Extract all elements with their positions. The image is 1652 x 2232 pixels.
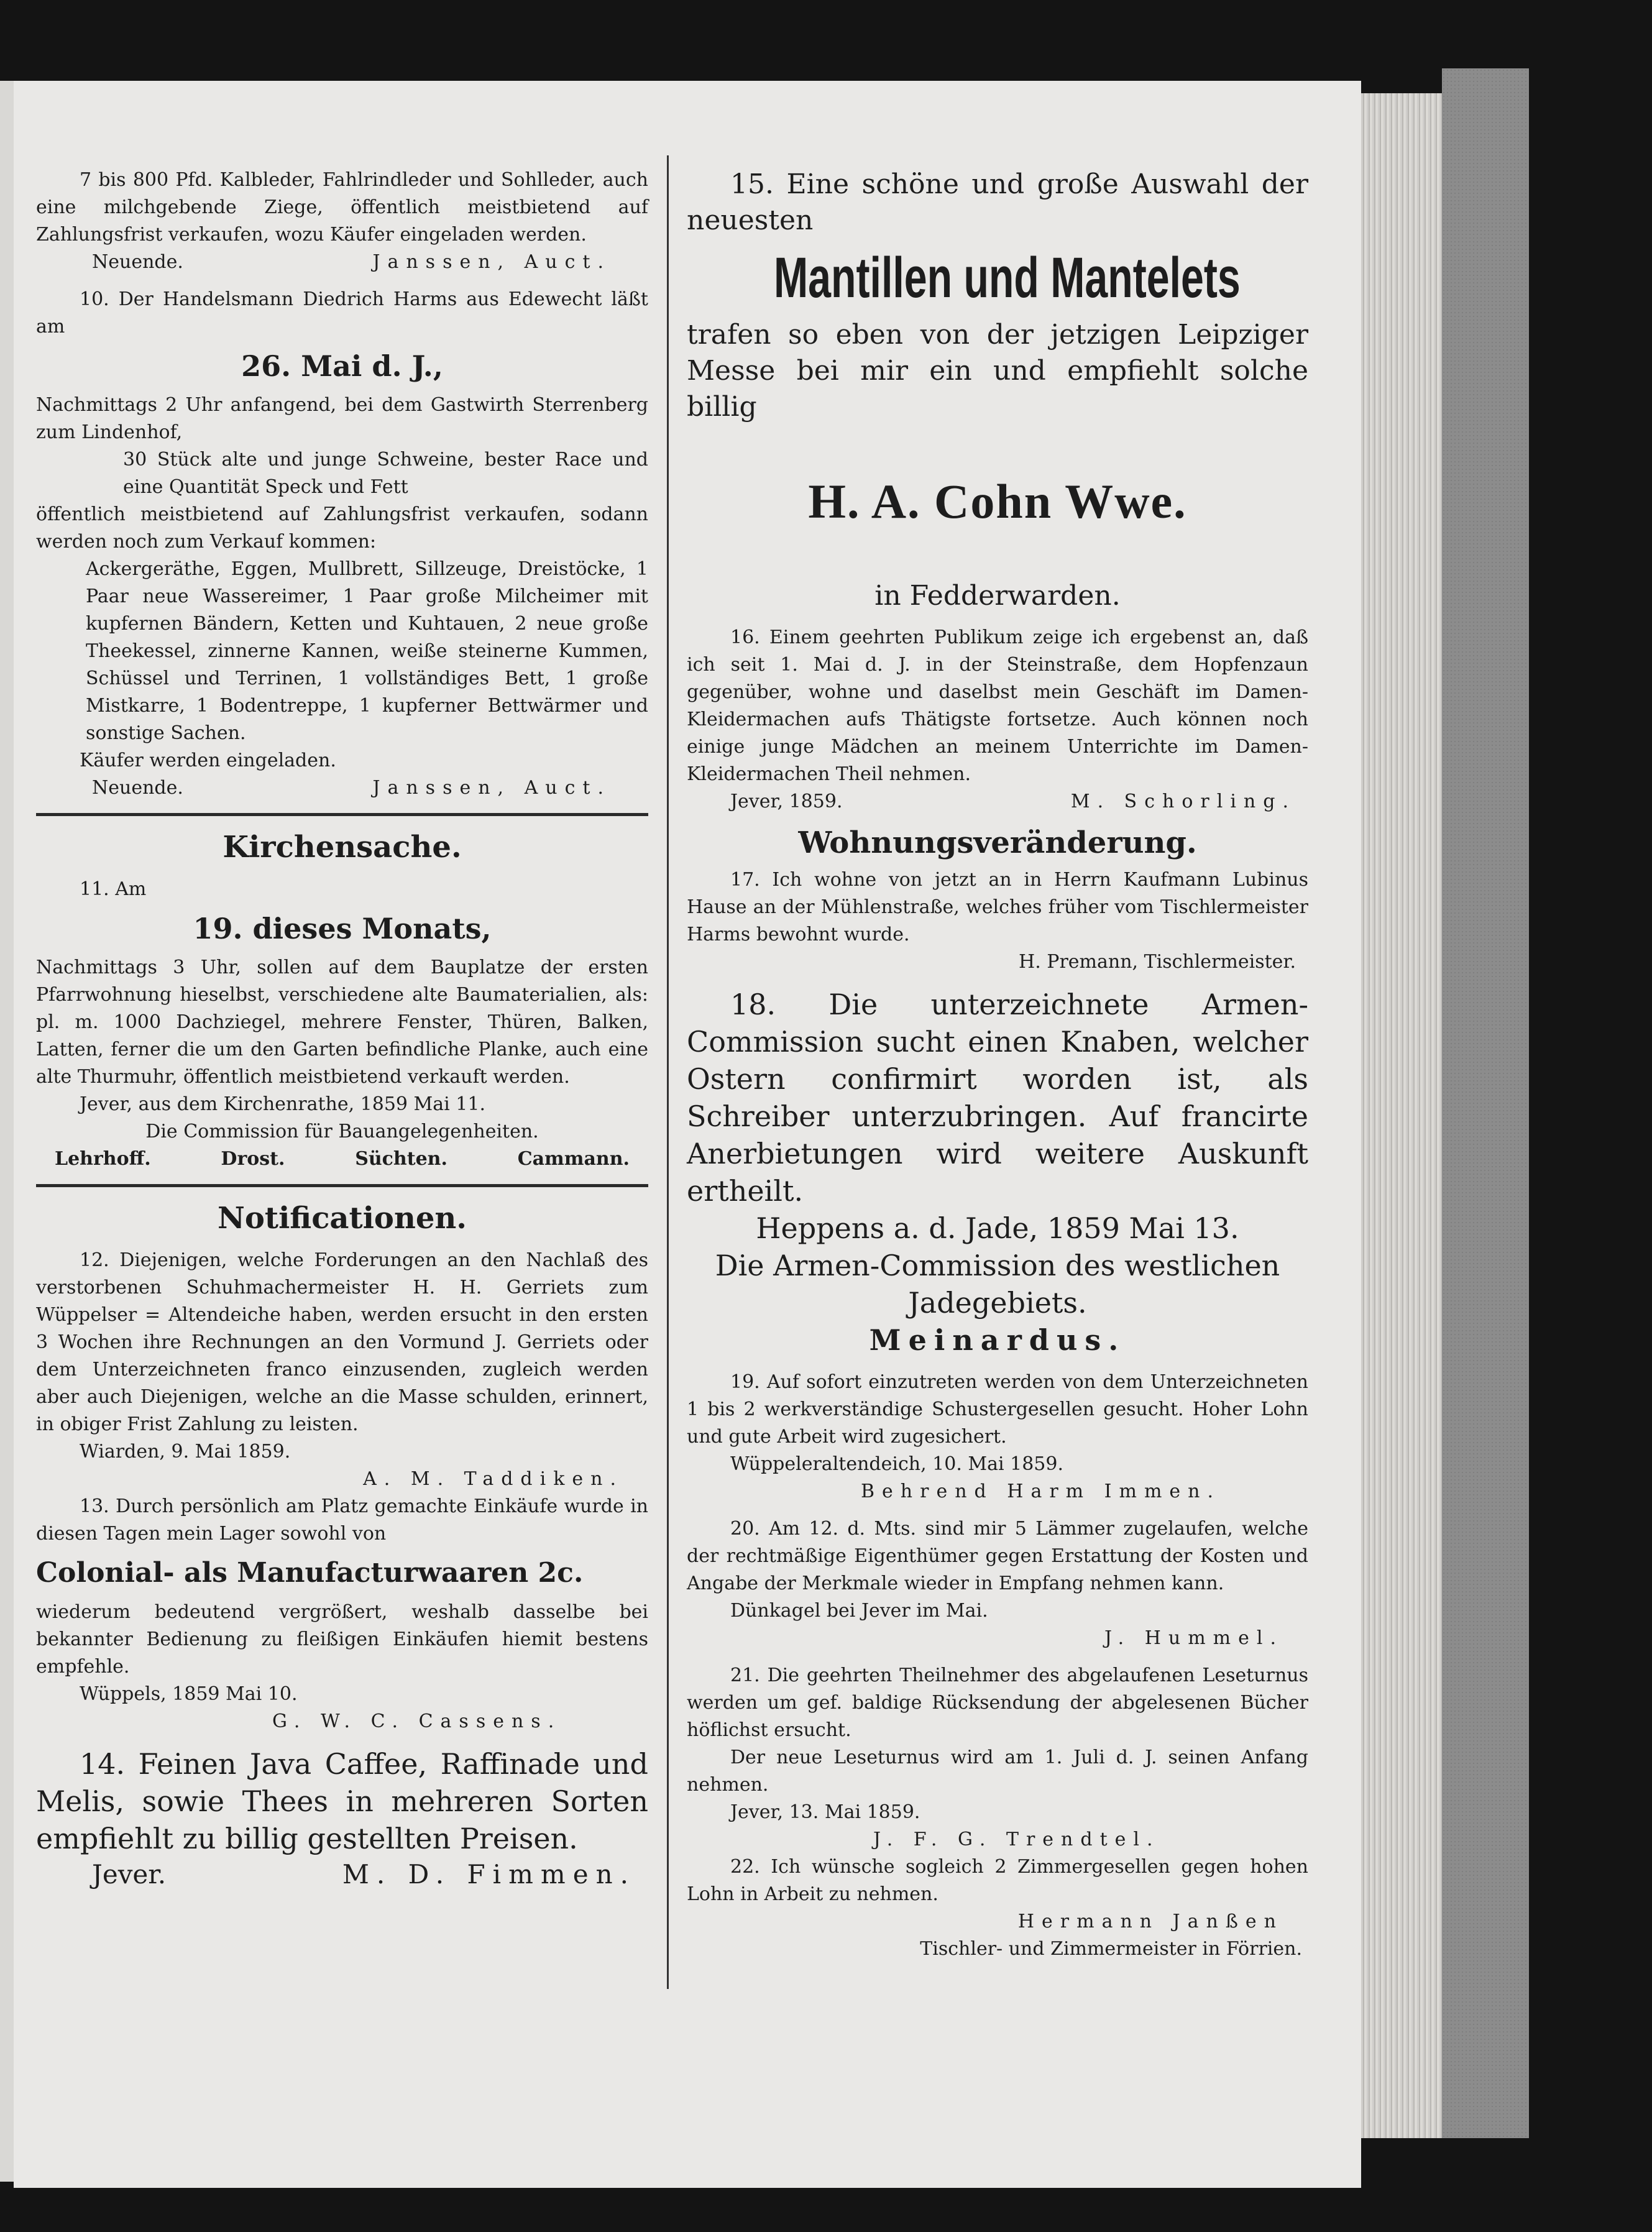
notice-21-body: 21. Die geehrten Theilnehmer des abgelaufenen Leseturnus werden um gef. baldige Rücksendung der abgelesenen Bücher höflichst ersucht. (687, 1665, 1308, 1741)
notice-15-firm: H. A. Cohn Wwe. (808, 474, 1187, 528)
notice-16-place: Jever, 1859. (730, 791, 843, 812)
notice-17-signature: H. Premann, Tischlermeister. (1019, 951, 1296, 973)
notice-16-signature-row (687, 788, 1308, 815)
notice-10-body-5: Käufer werden eingeladen. (80, 750, 336, 771)
notice-15-headline: Mantillen und Mantelets (774, 246, 1241, 310)
notice-10-body-2: 30 Stück alte und junge Schweine, bester Race und eine Quantität Speck und Fett (123, 449, 648, 498)
notice-13-body: wiederum bedeutend vergrößert, weshalb dasselbe bei bekannter Bedienung zu fleißigen Einkäufen hiemit bestens empfehle. (36, 1601, 648, 1678)
notice-20-body: 20. Am 12. d. Mts. sind mir 5 Lämmer zugelaufen, welche der rechtmäßige Eigenthümer gegen Erstattung der Kosten und Angabe der Merkmale wieder in Empfang nehmen kann. (687, 1518, 1308, 1594)
notice-20-place: Dünkagel bei Jever im Mai. (730, 1600, 988, 1622)
notice-18-signature: Meinardus. (869, 1323, 1126, 1357)
book-cover (1442, 68, 1529, 2138)
notice-16-signature: M. Schorling. (1070, 791, 1296, 812)
section-rule (36, 813, 648, 816)
notice-10-body-4: Ackergeräthe, Eggen, Mullbrett, Sillzeuge, Dreistöcke, 1 Paar neue Wassereimer, 1 Paar große Milcheimer mit kupfernen Bändern, Ketten und Kuhtauen, 2 neue große Theekessel, zinnerne Kannen, weiße steinerne Kummen, Schüssel und Terrinen, 1 vollständiges Bett, 1 große Mistkarre, 1 Bodentreppe, 1 kupferner Bettwärmer und sonstige Sachen. (86, 558, 648, 744)
notice-11-commission: Die Commission für Bauangelegenheiten. (145, 1121, 539, 1142)
notice-7-place: Neuende. (92, 251, 183, 273)
left-column (36, 167, 648, 1892)
notice-21-place: Jever, 13. Mai 1859. (730, 1801, 920, 1823)
notice-13-headline: Colonial- als Manufacturwaaren 2c. (36, 1557, 584, 1589)
notice-18-place: Heppens a. d. Jade, 1859 Mai 13. (756, 1211, 1239, 1245)
notice-20-signature: J. Hummel. (1104, 1627, 1283, 1649)
notice-18-body: 18. Die unterzeichnete Armen-Commission sucht einen Knaben, welcher Ostern confirmirt worden ist, als Schreiber unterzubringen. Auf francirte Anerbietungen wird weitere Auskunft ertheilt. (687, 988, 1308, 1208)
notice-10-place: Neuende. (92, 777, 183, 799)
notice-12-signature: A. M. Taddiken. (363, 1468, 623, 1490)
notice-17-body: 17. Ich wohne von jetzt an in Herrn Kaufmann Lubinus Hause an der Mühlenstraße, welches früher vom Tischlermeister Harms bewohnt wurde. (687, 869, 1308, 945)
notice-15-place: in Fedderwarden. (874, 580, 1121, 612)
commission-member: Lehrhoff. (55, 1148, 151, 1170)
notice-22-body: 22. Ich wünsche sogleich 2 Zimmergesellen gegen hohen Lohn in Arbeit zu nehmen. (687, 1856, 1308, 1905)
notice-21-signature: J. F. G. Trendtel. (873, 1829, 1160, 1850)
notice-14-body: 14. Feinen Java Caffee, Raffinade und Melis, sowie Thees in mehreren Sorten empfiehlt zu billig gestellten Preisen. (36, 1747, 648, 1855)
column-divider (667, 155, 669, 1989)
commission-member: Cammann. (517, 1148, 630, 1170)
notice-11-names (36, 1146, 648, 1173)
notice-10-intro: 10. Der Handelsmann Diedrich Harms aus Edewecht läßt am (36, 288, 648, 338)
notice-11-intro: 11. Am (80, 878, 147, 900)
notice-19-signature: Behrend Harm Immen. (861, 1481, 1221, 1502)
section-heading-wohnungsveraenderung: Wohnungsveränderung. (798, 825, 1197, 860)
notice-7-signature: Janssen, Auct. (372, 251, 611, 273)
notice-14-signature: M. D. Fimmen. (342, 1859, 636, 1890)
notice-10-date: 26. Mai d. J., (241, 349, 443, 383)
notice-11-place: Jever, aus dem Kirchenrathe, 1859 Mai 11. (80, 1093, 485, 1115)
notice-15-body: trafen so eben von der jetzigen Leipziger Messe bei mir ein und empfiehlt solche billig (687, 319, 1308, 423)
right-column (687, 167, 1308, 1963)
notice-10-signature-row (36, 774, 648, 802)
notice-19-place: Wüppeleraltendeich, 10. Mai 1859. (730, 1453, 1064, 1475)
notice-10-signature: Janssen, Auct. (372, 777, 611, 799)
notice-11-body: Nachmittags 3 Uhr, sollen auf dem Bauplatze der ersten Pfarrwohnung hieselbst, verschiedene alte Baumaterialien, als: pl. m. 1000 Dachziegel, mehrere Fenster, Thüren, Balken, Latten, ferner die um den Garten befindliche Planke, auch eine alte Thurmuhr, öffentlich meistbietend verkauft werden. (36, 957, 648, 1088)
notice-12-body: 12. Diejenigen, welche Forderungen an den Nachlaß des verstorbenen Schuhmachermeister H. H. Gerriets zum Wüppelser = Altendeiche haben, werden ersucht in den ersten 3 Wochen ihre Rechnungen an den Vormund J. Gerriets oder dem Unterzeichneten franco einzusenden, zugleich werden aber auch Diejenigen, welche an die Masse schulden, erinnert, in obiger Frist Zahlung zu leisten. (36, 1249, 648, 1435)
section-heading-kirchensache: Kirchensache. (223, 830, 462, 865)
notice-12-place: Wiarden, 9. Mai 1859. (80, 1441, 291, 1463)
notice-15-intro: 15. Eine schöne und große Auswahl der neuesten (687, 168, 1308, 236)
notice-14-place: Jever. (92, 1859, 167, 1890)
notice-18-commission: Die Armen-Commission des westlichen Jadegebiets. (715, 1249, 1280, 1320)
notice-11-date: 19. dieses Monats, (193, 912, 492, 945)
notice-22-signature: Hermann Janßen (1017, 1911, 1283, 1932)
notice-13-place: Wüppels, 1859 Mai 10. (80, 1683, 298, 1705)
notice-19-body: 19. Auf sofort einzutreten werden von dem Unterzeichneten 1 bis 2 werkverständige Schustergesellen gesucht. Hoher Lohn und gute Arbeit wird zugesichert. (687, 1371, 1308, 1448)
book-page-edges (1361, 93, 1442, 2138)
notice-16-body: 16. Einem geehrten Publikum zeige ich ergebenst an, daß ich seit 1. Mai d. J. in der Steinstraße, dem Hopfenzaun gegenüber, wohne und daselbst mein Geschäft im Damen-Kleidermachen aufs Thätigste fortsetze. Auch können noch einige junge Mädchen an meinem Unterrichte im Damen-Kleidermachen Theil nehmen. (687, 627, 1308, 785)
notice-10-body-1: Nachmittags 2 Uhr anfangend, bei dem Gastwirth Sterrenberg zum Lindenhof, (36, 394, 648, 443)
notice-7-signature-row (36, 249, 648, 276)
notice-22-signature-title: Tischler- und Zimmermeister in Förrien. (920, 1938, 1302, 1960)
section-heading-notificationen: Notificationen. (218, 1201, 467, 1236)
commission-member: Drost. (221, 1148, 285, 1170)
notice-13-intro: 13. Durch persönlich am Platz gemachte Einkäufe wurde in diesen Tagen mein Lager sowohl von (36, 1495, 648, 1545)
previous-page-edge (0, 81, 14, 2182)
notice-21-body-2: Der neue Leseturnus wird am 1. Juli d. J. seinen Anfang nehmen. (687, 1747, 1308, 1796)
section-rule (36, 1184, 648, 1187)
commission-member: Süchten. (355, 1148, 447, 1170)
notice-7-text: 7 bis 800 Pfd. Kalbleder, Fahlrindleder und Sohlleder, auch eine milchgebende Ziege, öffentlich meistbietend auf Zahlungsfrist verkaufen, wozu Käufer eingeladen werden. (36, 169, 648, 246)
notice-13-signature: G. W. C. Cassens. (272, 1711, 562, 1732)
notice-10-body-3: öffentlich meistbietend auf Zahlungsfrist verkaufen, sodann werden noch zum Verkauf kommen: (36, 503, 648, 553)
notice-14-signature-row (36, 1857, 648, 1892)
